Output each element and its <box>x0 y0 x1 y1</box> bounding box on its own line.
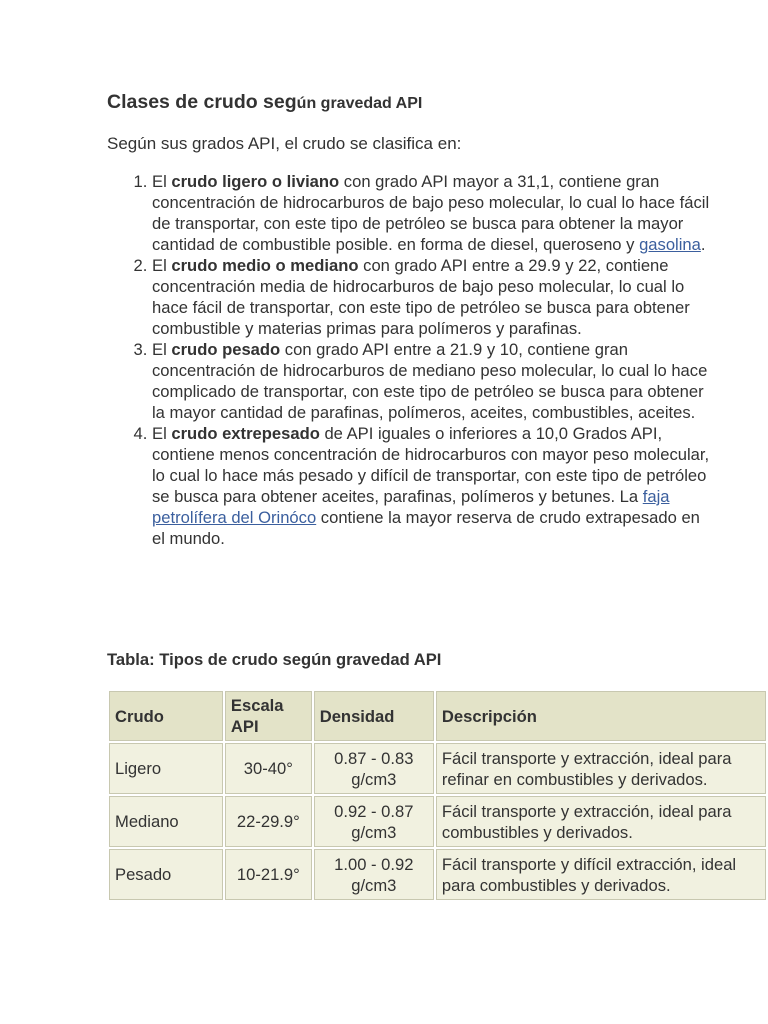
item-text: de API iguales o inferiores a 10,0 Grados API, contiene menos concentración de hidrocarburos con mayor peso molecular, lo cual lo hace más pesado y difícil de transportar, con este tipo de petróleo se busca para obtener aceites, parafinas, polímeros y betunes. La <box>152 424 710 506</box>
item-prefix: El <box>152 256 172 275</box>
item-text: con grado API entre a 29.9 y 22, contiene concentración media de hidrocarburos de bajo peso molecular, lo cual lo hace fácil de transportar, con este tipo de petróleo se busca para obtener combustible y materias primas para polímeros y parafinas. <box>152 256 690 338</box>
cell-descripcion: Fácil transporte y extracción, ideal para combustibles y derivados. <box>436 796 766 847</box>
item-term: crudo ligero o liviano <box>171 172 340 191</box>
cell-descripcion: Fácil transporte y extracción, ideal para refinar en combustibles y derivados. <box>436 743 766 794</box>
crude-types-table <box>107 689 768 902</box>
item-prefix: El <box>152 340 172 359</box>
table-row <box>109 743 766 794</box>
item-prefix: El <box>152 172 172 191</box>
crude-types-list <box>107 171 712 549</box>
cell-escala: 30-40° <box>225 743 312 794</box>
gasolina-link[interactable]: gasolina <box>639 235 701 254</box>
table-header-row <box>109 691 766 741</box>
header-descripcion: Descripción <box>436 691 766 741</box>
item-suffix: . <box>700 235 706 254</box>
header-densidad: Densidad <box>314 691 434 741</box>
list-item-pesado <box>152 339 712 423</box>
faja-orinoco-link[interactable]: faja petrolífera del Orinóco <box>152 487 670 527</box>
item-suffix: contiene la mayor reserva de crudo extrapesado en el mundo. <box>152 508 700 548</box>
item-term: crudo extrepesado <box>171 424 320 443</box>
table-row <box>109 796 766 847</box>
list-item-ligero <box>152 171 712 255</box>
header-escala-api: Escala API <box>225 691 312 741</box>
cell-densidad: 0.87 - 0.83 g/cm3 <box>314 743 434 794</box>
item-term: crudo pesado <box>171 340 281 359</box>
header-crudo: Crudo <box>109 691 223 741</box>
cell-escala: 10-21.9° <box>225 849 312 900</box>
list-item-mediano <box>152 255 712 339</box>
title-part-1: Clases de crudo seg <box>107 91 297 113</box>
table-title: Tabla: Tipos de crudo según gravedad API <box>107 650 442 669</box>
item-term: crudo medio o mediano <box>171 256 359 275</box>
table-row <box>109 849 766 900</box>
list-item-extrapesado <box>152 423 712 549</box>
cell-crudo: Pesado <box>109 849 223 900</box>
cell-densidad: 1.00 - 0.92 g/cm3 <box>314 849 434 900</box>
title-part-2: ún gravedad API <box>296 95 423 112</box>
cell-densidad: 0.92 - 0.87 g/cm3 <box>314 796 434 847</box>
item-text: con grado API entre a 21.9 y 10, contiene gran concentración de hidrocarburos de mediano peso molecular, lo cual lo hace complicado de transportar, con este tipo de petróleo se busca para obtener la mayor cantidad de parafinas, polímeros, aceites, combustibles, aceites. <box>152 340 708 422</box>
item-prefix: El <box>152 424 172 443</box>
page-title <box>107 91 422 114</box>
intro-paragraph: Según sus grados API, el crudo se clasifica en: <box>107 134 462 153</box>
item-text: con grado API mayor a 31,1, contiene gran concentración de hidrocarburos de bajo peso molecular, lo cual lo hace fácil de transportar, con este tipo de petróleo se busca para obtener la mayor cantidad de combustible posible. en forma de diesel, queroseno y <box>152 172 710 254</box>
cell-crudo: Ligero <box>109 743 223 794</box>
cell-crudo: Mediano <box>109 796 223 847</box>
cell-escala: 22-29.9° <box>225 796 312 847</box>
cell-descripcion: Fácil transporte y difícil extracción, ideal para combustibles y derivados. <box>436 849 766 900</box>
